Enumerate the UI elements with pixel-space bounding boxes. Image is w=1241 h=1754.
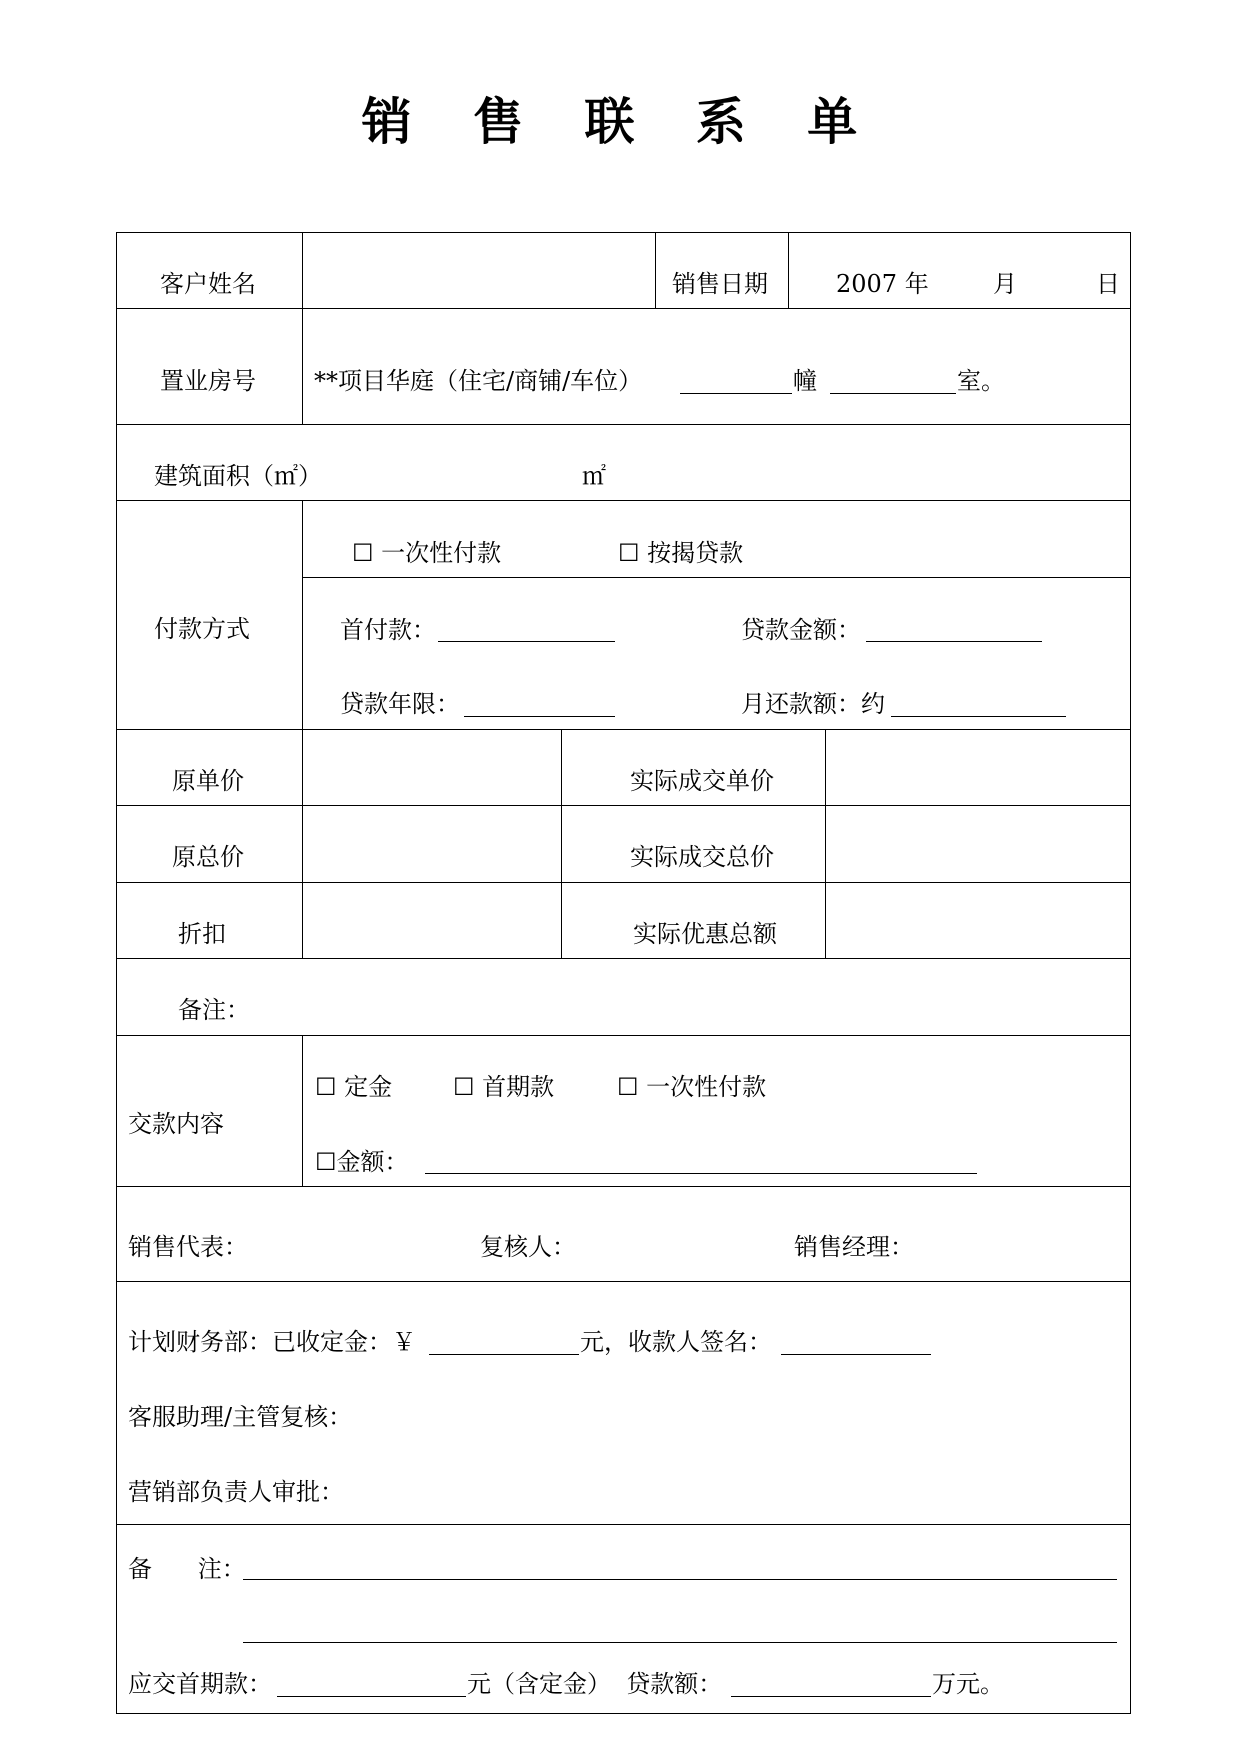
- down-payment-field[interactable]: [438, 641, 615, 642]
- first-payment-due-label: 应交首期款：: [128, 1670, 272, 1698]
- loan-years-label: 贷款年限：: [340, 690, 460, 718]
- finance-received-label: 计划财务部：已收定金：￥: [128, 1328, 416, 1356]
- first-payment-due-field[interactable]: [277, 1696, 466, 1697]
- cs-review-label: 客服助理/主管复核：: [128, 1403, 353, 1431]
- area-unit: ㎡: [582, 462, 606, 490]
- sales-date-label: 销售日期: [672, 270, 768, 298]
- customer-name-field[interactable]: [306, 236, 652, 306]
- down-payment-label: 首付款：: [340, 616, 436, 644]
- amount-field[interactable]: [425, 1173, 977, 1174]
- page-title: 销 售 联 系 单: [361, 93, 880, 151]
- original-total-price-label: 原总价: [172, 843, 244, 871]
- mortgage-checkbox[interactable]: ☐ 按揭贷款: [618, 539, 744, 567]
- discount-label: 折扣: [178, 920, 226, 948]
- deposit-amount-field[interactable]: [429, 1354, 579, 1355]
- loan-amount-field[interactable]: [866, 641, 1042, 642]
- date-month: 月: [993, 270, 1017, 298]
- room-unit: 室。: [957, 367, 1005, 395]
- loan-years-field[interactable]: [464, 716, 615, 717]
- footer-remark-line-1[interactable]: [243, 1579, 1117, 1580]
- original-unit-price-label: 原单价: [172, 767, 244, 795]
- remark-label: 备注：: [178, 996, 250, 1024]
- reviewer-label: 复核人：: [480, 1233, 576, 1261]
- actual-discount-label: 实际优惠总额: [633, 920, 777, 948]
- building-unit: 幢: [793, 367, 817, 395]
- footer-remark-label: 备 注：: [128, 1555, 246, 1583]
- amount-checkbox[interactable]: ☐金额：: [315, 1148, 409, 1176]
- marketing-approval-label: 营销部负责人审批：: [128, 1478, 344, 1506]
- payment-method-label: 付款方式: [154, 615, 250, 643]
- sales-rep-label: 销售代表：: [128, 1233, 248, 1261]
- building-number-field[interactable]: [680, 393, 792, 394]
- one-time-payment-checkbox[interactable]: ☐ 一次性付款: [617, 1073, 767, 1101]
- payee-signature-field[interactable]: [781, 1354, 931, 1355]
- wan-yuan-unit: 万元。: [932, 1670, 1004, 1698]
- loan-total-label: 元（含定金） 贷款额：: [467, 1670, 723, 1698]
- payee-signature-label: 元，收款人签名：: [580, 1328, 772, 1356]
- actual-total-price-label: 实际成交总价: [630, 843, 774, 871]
- date-day: 日: [1096, 270, 1120, 298]
- monthly-payment-field[interactable]: [891, 716, 1066, 717]
- monthly-payment-label: 月还款额：约: [741, 690, 885, 718]
- footer-remark-line-2[interactable]: [243, 1642, 1117, 1643]
- first-payment-checkbox[interactable]: ☐ 首期款: [453, 1073, 555, 1101]
- area-label: 建筑面积（㎡）: [154, 462, 322, 490]
- deposit-checkbox[interactable]: ☐ 定金: [315, 1073, 393, 1101]
- date-year: 2007 年: [836, 270, 929, 298]
- payment-content-label: 交款内容: [128, 1110, 224, 1138]
- sales-manager-label: 销售经理：: [794, 1233, 914, 1261]
- loan-total-field[interactable]: [731, 1696, 931, 1697]
- property-label: 置业房号: [160, 367, 256, 395]
- full-payment-checkbox[interactable]: ☐ 一次性付款: [352, 539, 502, 567]
- room-number-field[interactable]: [830, 393, 956, 394]
- project-name: **项目华庭（住宅/商铺/车位）: [314, 367, 643, 395]
- customer-name-label: 客户姓名: [160, 270, 256, 298]
- actual-unit-price-label: 实际成交单价: [630, 767, 774, 795]
- loan-amount-label: 贷款金额：: [741, 616, 861, 644]
